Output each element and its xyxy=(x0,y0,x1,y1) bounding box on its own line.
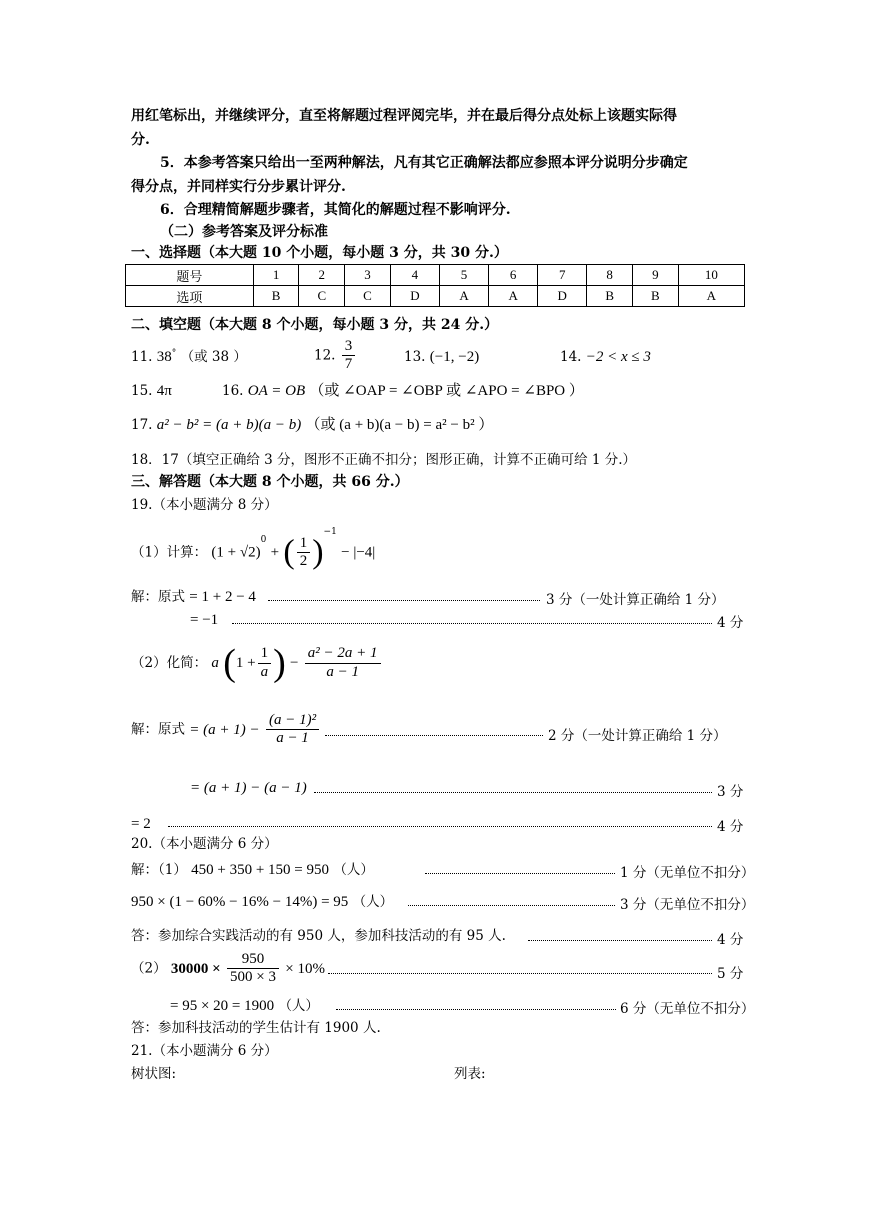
section-ref: （二）参考答案及评分标准 xyxy=(160,224,328,240)
score-note: 2 分（一处计算正确给 1 分） xyxy=(548,728,727,744)
q20-answer-2: 答：参加科技活动的学生估计有 1900 人. xyxy=(131,1020,381,1036)
leader-dots xyxy=(325,735,543,736)
fraction: $\frac{950}{500 \times 3}$ xyxy=(227,951,279,987)
q19-solution-1: 解：原式 = 1 + 2 − 4 xyxy=(131,589,256,605)
table-row-answers xyxy=(126,286,745,307)
fill-q15: 15. 4π xyxy=(131,383,172,399)
fraction: $\frac{\text{(a − 1)²}}{a - 1}$ xyxy=(266,712,319,748)
leader-dots xyxy=(336,1009,616,1010)
table-row-label: 题号 xyxy=(126,265,254,286)
fill-q17: 17. a² − b² = (a + b)(a − b) （或 (a + b)(a − b) = a² − b² ） xyxy=(131,417,494,433)
q20-solution-4: = 95 × 20 = 1900 （人） xyxy=(170,998,319,1014)
q20-solution-1: 解：（1） 450 + 350 + 150 = 950 （人） xyxy=(131,862,374,878)
leader-dots xyxy=(528,940,712,941)
table-cell: 8 xyxy=(587,265,633,286)
table-cell: 6 xyxy=(489,265,538,286)
table-cell: 2 xyxy=(299,265,345,286)
q19-part1: （1）计算： $(1 + √2)^0$ + ( $\frac{1}{2}$ )$^{-1}$ − |−4| xyxy=(131,527,376,571)
leader-dots xyxy=(168,826,712,827)
leader-dots xyxy=(408,905,615,906)
table-cell: 5 xyxy=(439,265,488,286)
q20-solution-2: 950 × (1 − 60% − 16% − 14%) = 95 （人） xyxy=(131,894,394,910)
score-note: 5 分 xyxy=(717,966,744,982)
table-cell: 9 xyxy=(633,265,679,286)
score-note: 3 分（无单位不扣分） xyxy=(620,897,755,913)
fill-q16: 16. OA = OB （或 ∠OAP = ∠OBP 或 ∠APO = ∠BPO ） xyxy=(222,383,584,399)
table-cell: 3 xyxy=(345,265,391,286)
leader-dots xyxy=(328,973,712,974)
table-list-label: 列表: xyxy=(454,1066,486,1082)
table-cell: A xyxy=(489,286,538,307)
table-cell: 10 xyxy=(678,265,744,286)
table-row-numbers xyxy=(126,265,745,286)
table-cell: 7 xyxy=(538,265,587,286)
fill-q13: 13. (−1, −2) xyxy=(404,349,480,365)
leader-dots xyxy=(268,600,540,601)
part3-title: 三、解答题（本大题 8 个小题，共 66 分.） xyxy=(131,474,409,490)
table-cell: D xyxy=(538,286,587,307)
part2-title: 二、填空题（本大题 8 个小题，每小题 3 分，共 24 分.） xyxy=(131,317,499,333)
table-cell: D xyxy=(390,286,439,307)
score-note: 4 分 xyxy=(717,615,744,631)
fill-q14: 14. −2 < x ≤ 3 xyxy=(560,349,651,365)
q19-solution-5: = 2 xyxy=(131,816,151,832)
fraction: $\frac{3}{7}$ xyxy=(342,338,356,374)
q19-solution-2: = −1 xyxy=(190,612,219,628)
leader-dots xyxy=(314,792,712,793)
fill-q11: 11. 38° （或 38 ） xyxy=(131,348,247,365)
para-6: 6．合理精简解题步骤者，其简化的解题过程不影响评分. xyxy=(160,202,511,218)
table-cell: 1 xyxy=(253,265,299,286)
para-1: 用红笔标出，并继续评分，直至将解题过程评阅完毕，并在最后得分点处标上该题实际得 xyxy=(131,108,677,124)
table-cell: B xyxy=(253,286,299,307)
q21-header: 21.（本小题满分 6 分） xyxy=(131,1043,278,1059)
table-cell: A xyxy=(439,286,488,307)
score-note: 3 分 xyxy=(717,784,744,800)
fraction: $\frac{\text{a² − 2a + 1}}{a - 1}$ xyxy=(305,645,381,681)
score-note: 1 分（无单位不扣分） xyxy=(620,865,755,881)
score-note: 4 分 xyxy=(717,819,744,835)
q19-solution-4: = (a + 1) − (a − 1) xyxy=(190,780,307,796)
fill-q12: 12. $\frac{3}{7}$ xyxy=(314,338,357,374)
leader-dots xyxy=(232,623,712,624)
table-cell: B xyxy=(587,286,633,307)
q20-solution-3: （2） 30000 × $\frac{950}{500 \times 3}$ × 10% xyxy=(131,951,325,986)
q20-answer-1: 答：参加综合实践活动的有 950 人，参加科技活动的有 95 人. xyxy=(131,928,506,944)
para-1-cont: 分. xyxy=(131,132,150,148)
score-note: 6 分（无单位不扣分） xyxy=(620,1001,755,1017)
q20-header: 20.（本小题满分 6 分） xyxy=(131,836,278,852)
para-5: 5．本参考答案只给出一至两种解法，凡有其它正确解法都应参照本评分说明分步确定 xyxy=(160,155,688,171)
table-row-label: 选项 xyxy=(126,286,254,307)
q19-header: 19.（本小题满分 8 分） xyxy=(131,497,278,513)
answer-table xyxy=(125,264,745,307)
score-note: 4 分 xyxy=(717,932,744,948)
fill-q18: 18．17（填空正确给 3 分，图形不正确不扣分；图形正确，计算不正确可给 1 分.） xyxy=(131,452,636,468)
table-cell: 4 xyxy=(390,265,439,286)
tree-diagram-label: 树状图: xyxy=(131,1066,177,1082)
q19-solution-3: 解：原式 = (a + 1) − $\frac{\text{(a − 1)²}}{a - 1}$ xyxy=(131,712,321,748)
leader-dots xyxy=(425,873,615,874)
fraction: $\frac{1}{2}$ xyxy=(297,535,311,571)
fraction: $\frac{1}{a}$ xyxy=(258,645,272,681)
table-cell: C xyxy=(299,286,345,307)
table-cell: A xyxy=(678,286,744,307)
table-cell: C xyxy=(345,286,391,307)
part1-title: 一、选择题（本大题 10 个小题，每小题 3 分，共 30 分.） xyxy=(131,245,508,261)
score-note: 3 分（一处计算正确给 1 分） xyxy=(546,592,725,608)
table-cell: B xyxy=(633,286,679,307)
para-5-cont: 得分点，并同样实行分步累计评分. xyxy=(131,179,346,195)
q19-part2: （2）化简： a (1 + $\frac{1}{a}$ ) − $\frac{\text{a² − 2a + 1}}{a - 1}$ xyxy=(131,644,383,682)
